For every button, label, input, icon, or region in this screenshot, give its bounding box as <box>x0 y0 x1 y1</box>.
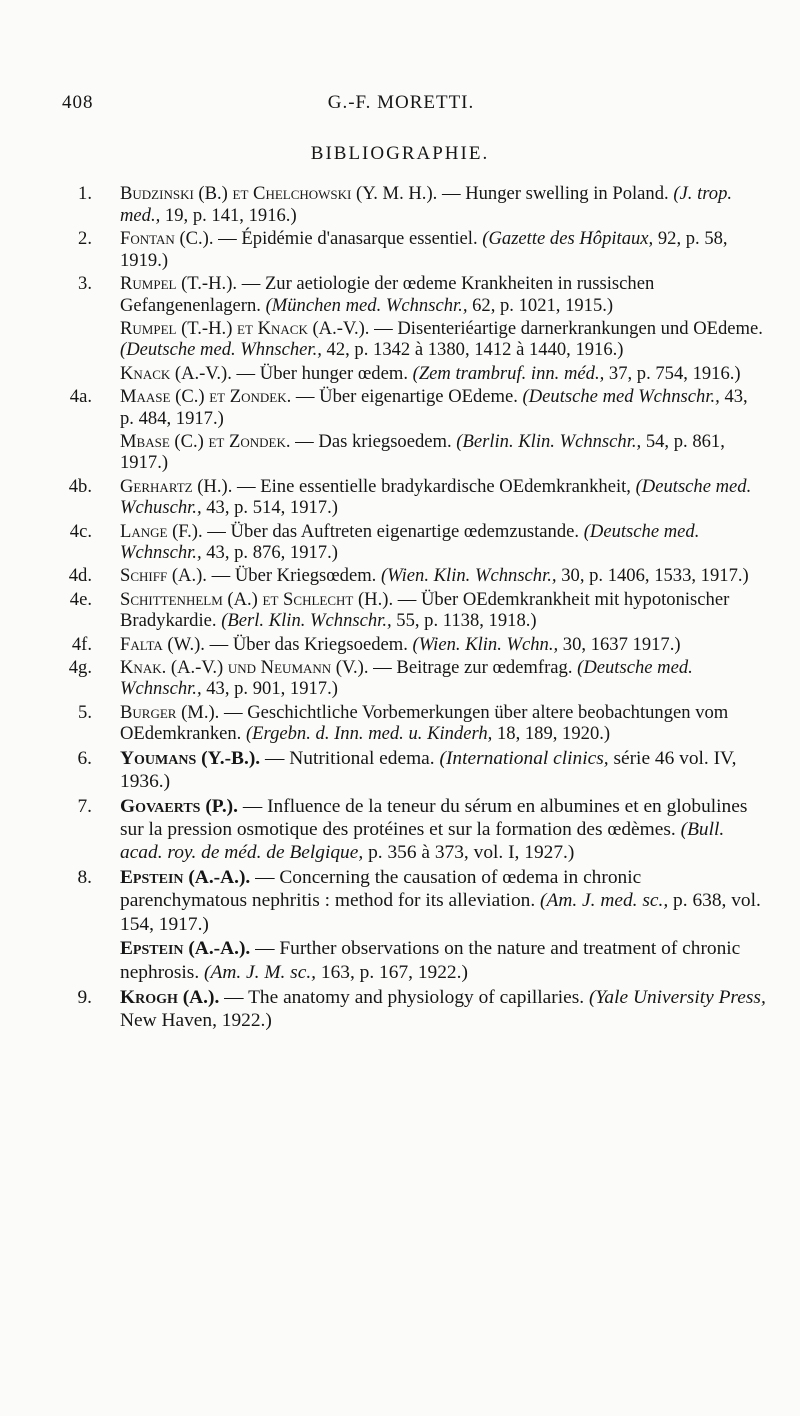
bibliography-entry <box>60 183 766 226</box>
entry-separator: — <box>290 430 319 452</box>
entry-separator: — <box>260 747 290 769</box>
entry-citation: 43, p. 484, 1917.) <box>120 385 748 429</box>
entry-number: 9. <box>77 986 92 1008</box>
entry-separator: — <box>238 795 268 817</box>
entry-author: Budzinski (B.) et Chelchowski (Y. M. H.). <box>120 183 438 204</box>
entry-number: 4g. <box>68 656 92 678</box>
entry-title: Eine essentielle bradykardische OEdemkrankheit, <box>260 475 636 497</box>
entry-title: The anatomy and physiology of capillaries. <box>248 986 589 1008</box>
entry-citation: 43, p. 876, 1917.) <box>201 542 338 564</box>
bibliography-entry <box>60 866 766 936</box>
entry-author: Krogh (A.). <box>120 986 220 1008</box>
entry-author: Epstein (A.-A.). <box>120 867 251 889</box>
entry-title: Concerning the causation of œdema in chronic parenchymatous nephritis : method for its alleviation. <box>120 867 642 912</box>
entry-citation: 18, 189, 1920.) <box>492 723 611 745</box>
bibliography-entry <box>60 318 766 361</box>
entry-citation: New Haven, 1922.) <box>120 1009 272 1031</box>
entry-citation: 55, p. 1138, 1918.) <box>391 610 537 632</box>
entry-author: Mbase (C.) et Zondek. <box>120 430 291 452</box>
bibliography-entry <box>60 589 766 632</box>
entry-title: Das kriegsoedem. <box>318 430 457 452</box>
bibliography-entry <box>60 986 766 1033</box>
entry-title: Further observations on the nature and treatment of chronic nephrosis. <box>120 938 741 983</box>
bibliography-list <box>60 183 766 1034</box>
entry-journal: (Berl. Klin. Wchnschr., <box>221 610 392 632</box>
bibliography-entry <box>60 273 766 316</box>
entry-title: Nutritional edema. <box>289 747 440 769</box>
entry-separator: — <box>219 701 248 723</box>
entry-separator: — <box>369 317 398 339</box>
entry-title: Beitrage zur œdemfrag. <box>396 656 578 678</box>
bibliography-entry <box>60 702 766 745</box>
entry-author: Burger (M.). <box>120 701 220 723</box>
entry-title: Über das Kriegsoedem. <box>232 633 413 655</box>
entry-journal: (J. trop. med., <box>120 183 733 226</box>
entry-journal: (Deutsche med Wchnschr., <box>522 385 720 407</box>
entry-number: 3. <box>78 272 92 294</box>
entry-separator: — <box>250 867 280 889</box>
entry-number: 4c. <box>69 520 92 542</box>
entry-title: Über Kriegsœdem. <box>234 565 381 587</box>
bibliography-entry <box>60 634 766 656</box>
bibliography-entry <box>60 386 766 429</box>
entry-title: Influence de la teneur du sérum en albumines et en globulines sur la pression osmotique des protéines et sur la formation des œdèmes. <box>120 795 748 840</box>
entry-author: Schiff (A.). <box>120 565 207 587</box>
bibliography-entry <box>60 228 766 271</box>
entry-separator: — <box>368 656 397 678</box>
entry-journal: (Deutsche med. Wchnschr., <box>120 656 693 700</box>
entry-citation: 54, p. 861, 1917.) <box>120 430 725 474</box>
entry-journal: (Berlin. Klin. Wchnschr., <box>456 430 642 452</box>
entry-citation: 43, p. 514, 1917.) <box>201 497 338 519</box>
entry-author: Fontan (C.). <box>120 227 214 249</box>
entry-author: Rumpel (T.-H.) et Knack (A.-V.). <box>120 317 370 339</box>
entry-number: 7. <box>77 795 92 817</box>
bibliography-entry <box>60 565 766 587</box>
entry-citation: série 46 vol. IV, 1936.) <box>120 747 737 792</box>
entry-journal: (Ergebn. d. Inn. med. u. Kinderh, <box>245 723 493 745</box>
entry-title: Über eigenartige OEdeme. <box>319 385 523 407</box>
entry-number: 4a. <box>69 385 92 407</box>
entry-journal: (Gazette des Hôpitaux, <box>482 227 654 249</box>
entry-separator: — <box>231 362 260 384</box>
entry-journal: (München med. Wchnschr., <box>265 294 468 316</box>
bibliography-entry <box>60 795 766 865</box>
entry-author: Rumpel (T.-H.). <box>120 272 238 294</box>
bibliography-entry <box>60 747 766 794</box>
entry-journal: (Wien. Klin. Wchn., <box>412 633 559 655</box>
entry-title: Über hunger œdem. <box>259 362 413 384</box>
entry-author: Knack (A.-V.). <box>120 362 232 384</box>
entry-number: 8. <box>77 867 92 889</box>
entry-journal: (Deutsche med. Wchnschr., <box>120 520 700 564</box>
entry-journal: (Deutsche med. Wchuschr., <box>120 475 752 519</box>
entry-journal: (Wien. Klin. Wchnschr., <box>380 565 557 587</box>
entry-number: 2. <box>78 227 92 249</box>
entry-author: Lange (F.). <box>120 520 203 542</box>
page-header <box>62 92 740 122</box>
bibliography-entry <box>60 657 766 700</box>
entry-number: 6. <box>77 747 92 769</box>
entry-separator: — <box>250 938 280 960</box>
entry-author: Youmans (Y.-B.). <box>120 747 261 769</box>
entry-citation: p. 356 à 373, vol. I, 1927.) <box>363 842 575 864</box>
entry-author: Schittenhelm (A.) et Schlecht (H.). <box>120 588 394 610</box>
entry-author: Falta (W.). <box>120 633 205 655</box>
entry-separator: — <box>204 633 233 655</box>
entry-title: Zur aetiologie der œdeme Krankheiten in russischen Gefangenenlagern. <box>120 272 655 316</box>
entry-citation: p. 638, vol. 154, 1917.) <box>120 890 761 935</box>
entry-separator: — <box>291 385 320 407</box>
entry-separator: — <box>237 272 265 294</box>
entry-citation: 62, p. 1021, 1915.) <box>467 294 614 316</box>
entry-citation: 30, p. 1406, 1533, 1917.) <box>556 565 749 587</box>
entry-title: Épidémie d'anasarque essentiel. <box>241 227 483 249</box>
entry-journal: (Am. J. med. sc., <box>540 890 669 912</box>
entry-citation: 30, 1637 1917.) <box>558 633 681 655</box>
page-number: 408 <box>62 92 94 113</box>
entry-separator: — <box>206 565 235 587</box>
entry-citation: 92, p. 58, 1919.) <box>120 227 728 271</box>
entry-number: 5. <box>78 701 92 723</box>
entry-number: 4f. <box>71 633 92 655</box>
entry-journal: (Yale University Press, <box>588 986 766 1008</box>
entry-number: 4e. <box>69 588 92 610</box>
entry-journal: (Bull. acad. roy. de méd. de Belgique, <box>120 818 725 864</box>
bibliography-entry <box>60 476 766 519</box>
entry-author: Epstein (A.-A.). <box>120 938 251 960</box>
entry-title: Geschichtliche Vorbemerkungen über altere beobachtungen vom OEdemkranken. <box>120 701 729 745</box>
entry-title: Über das Auftreten eigenartige œdemzustande. <box>230 520 584 542</box>
bibliography-entry <box>60 521 766 564</box>
entry-journal: (International clinics, <box>439 747 609 769</box>
bibliography-entry <box>60 937 766 984</box>
entry-author: Govaerts (P.). <box>120 795 238 817</box>
entry-title: Hunger swelling in Poland. <box>465 183 674 204</box>
entry-separator: — <box>202 520 231 542</box>
entry-journal: (Am. J. M. sc., <box>204 961 317 983</box>
entry-citation: 37, p. 754, 1916.) <box>604 362 741 384</box>
entry-number: 4b. <box>68 475 92 497</box>
entry-citation: 43, p. 901, 1917.) <box>201 678 338 700</box>
entry-title: Disenteriéartige darnerkrankungen und OEdeme. <box>397 317 763 339</box>
entry-journal: (Zem trambruf. inn. méd., <box>412 362 605 384</box>
bibliography-entry <box>60 363 766 385</box>
running-title: G.-F. MORETTI. <box>327 92 475 113</box>
entry-number: 1. <box>78 183 92 204</box>
entry-separator: — <box>232 475 261 497</box>
section-title: BIBLIOGRAPHIE. <box>310 143 490 164</box>
entry-author: Maase (C.) et Zondek. <box>120 385 292 407</box>
entry-separator: — <box>437 183 466 204</box>
entry-citation: 42, p. 1342 à 1380, 1412 à 1440, 1916.) <box>321 339 624 361</box>
entry-title: Über OEdemkrankheit mit hypotonischer Bradykardie. <box>120 588 730 632</box>
entry-author: Knak. (A.-V.) und Neumann (V.). <box>120 656 369 678</box>
bibliography-entry <box>60 431 766 474</box>
entry-separator: — <box>219 986 249 1008</box>
entry-journal: (Deutsche med. Whnscher., <box>120 339 322 361</box>
entry-author: Gerhartz (H.). <box>120 475 233 497</box>
entry-citation: 19, p. 141, 1916.) <box>160 204 297 226</box>
entry-number: 4d. <box>68 565 92 587</box>
entry-citation: 163, p. 167, 1922.) <box>316 961 468 983</box>
entry-separator: — <box>393 588 421 610</box>
entry-separator: — <box>213 227 242 249</box>
